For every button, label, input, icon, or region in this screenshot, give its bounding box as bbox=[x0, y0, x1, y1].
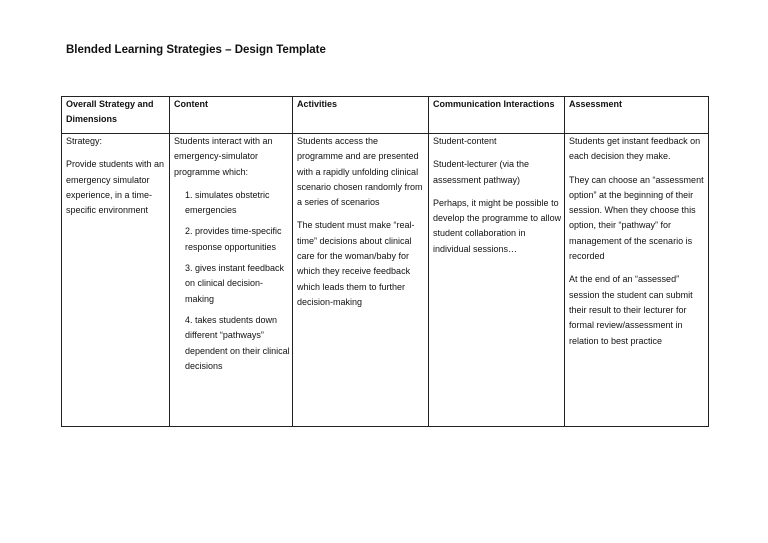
strategy-text: Provide students with an emergency simulator experience, in a time-specific environment bbox=[66, 159, 165, 216]
communication-paragraph: Perhaps, it might be possible to develop the programme to allow student collaboration in individual sessions… bbox=[433, 197, 562, 254]
cell-strategy bbox=[62, 134, 170, 427]
document-title: Blended Learning Strategies – Design Template bbox=[66, 44, 326, 56]
table-row bbox=[62, 134, 709, 427]
cell-assessment bbox=[565, 134, 709, 427]
design-template-table bbox=[61, 96, 709, 427]
assessment-paragraph: Students get instant feedback on each decision they make. bbox=[569, 136, 701, 162]
communication-paragraph: Student-content bbox=[433, 136, 497, 146]
content-intro: Students interact with an emergency-simulator programme which: bbox=[174, 136, 273, 177]
list-item: 1. simulates obstetric emergencies bbox=[185, 189, 270, 216]
header-communication: Communication Interactions bbox=[429, 97, 565, 134]
list-item: 3. gives instant feedback on clinical decision-making bbox=[185, 263, 285, 304]
header-content: Content bbox=[170, 97, 293, 134]
header-assessment: Assessment bbox=[565, 97, 709, 134]
content-list bbox=[174, 188, 290, 374]
header-activities: Activities bbox=[293, 97, 429, 134]
strategy-label: Strategy: bbox=[66, 136, 103, 146]
cell-content bbox=[170, 134, 293, 427]
assessment-paragraph: At the end of an “assessed” session the student can submit their result to their lecturer for formal review/assessment in relation to best practice bbox=[569, 274, 693, 346]
list-item: 4. takes students down different “pathways” dependent on their clinical decisions bbox=[185, 314, 290, 371]
list-item: 2. provides time-specific response opportunities bbox=[185, 226, 282, 252]
cell-activities bbox=[293, 134, 429, 427]
header-overall-strategy: Overall Strategy and Dimensions bbox=[62, 97, 170, 134]
activities-paragraph: The student must make “real-time” decisions about clinical care for the woman/baby for which they receive feedback which leads them to further decision-making bbox=[297, 220, 415, 307]
assessment-paragraph: They can choose an “assessment option” at the beginning of their session. When they choose this option, their “pathway” for management of the scenario is recorded bbox=[569, 174, 704, 262]
communication-paragraph: Student-lecturer (via the assessment pathway) bbox=[433, 159, 530, 185]
table-header-row bbox=[62, 97, 709, 134]
activities-paragraph: Students access the programme and are presented with a rapidly unfolding clinical scenario chosen randomly from a series of scenarios bbox=[297, 136, 423, 208]
cell-communication bbox=[429, 134, 565, 427]
